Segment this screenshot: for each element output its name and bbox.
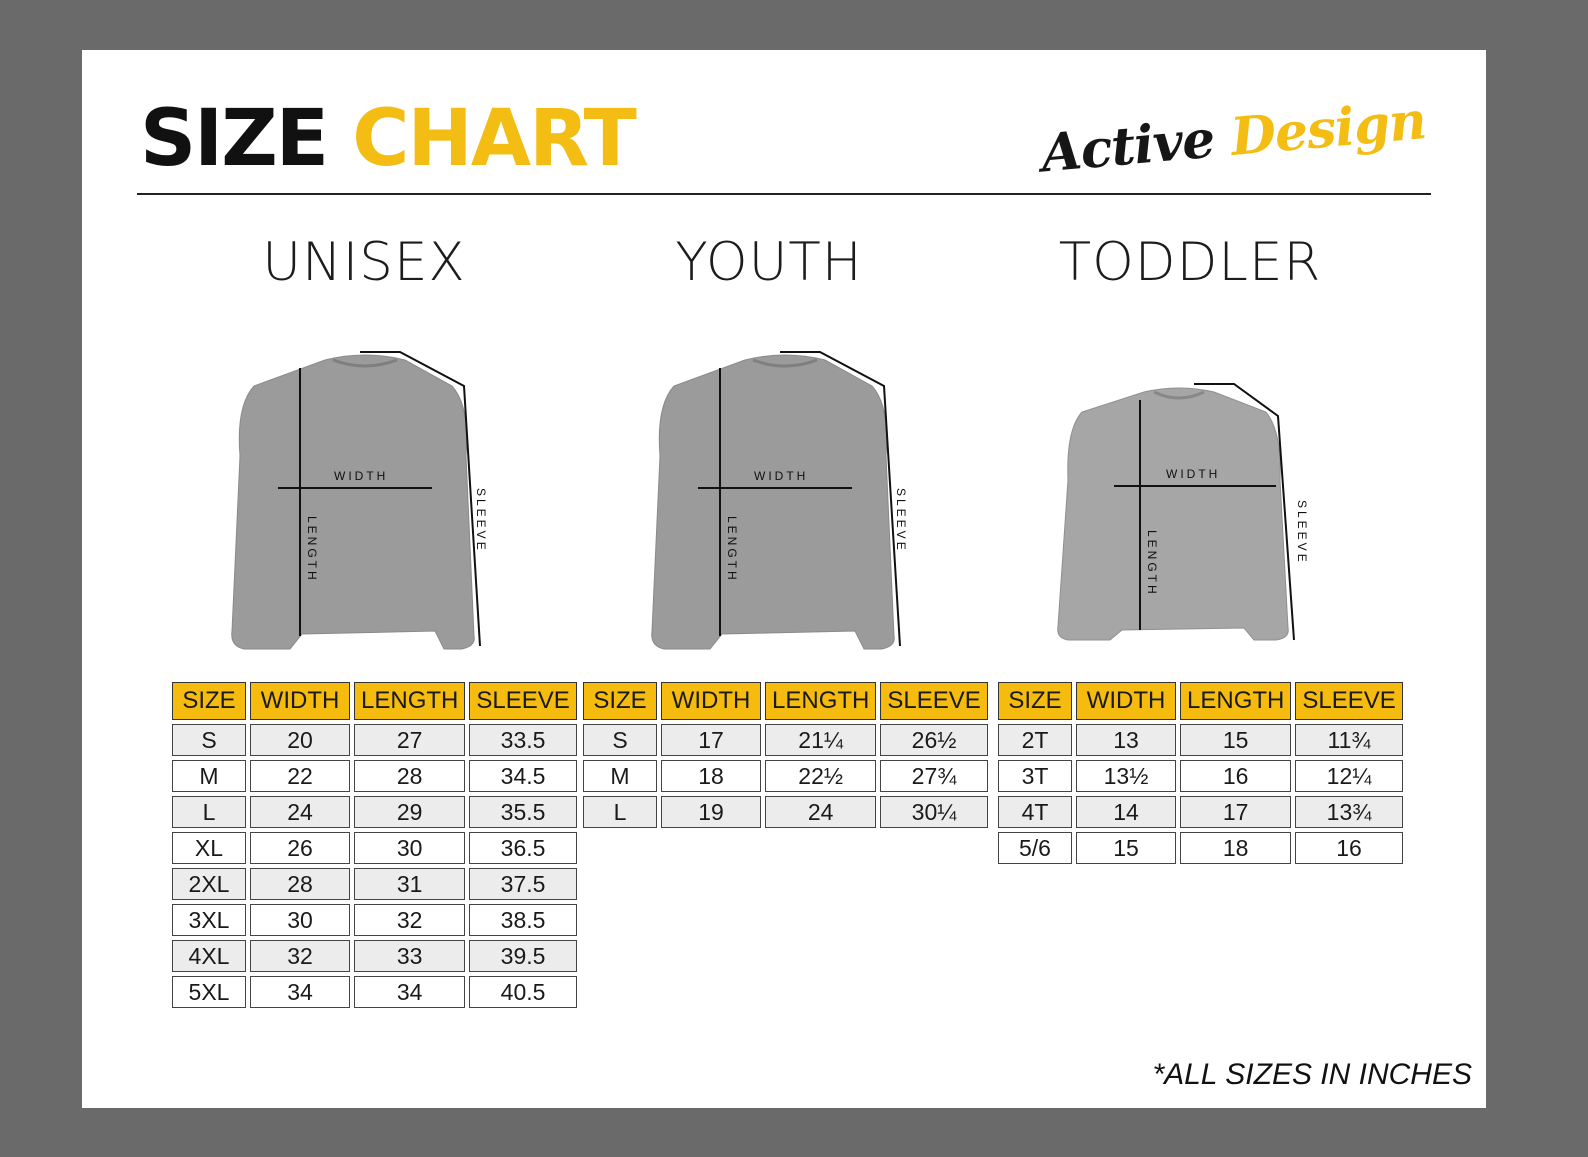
header-width: WIDTH: [250, 682, 350, 720]
width-label: WIDTH: [754, 469, 809, 483]
header-width: WIDTH: [661, 682, 761, 720]
size-cell: 5XL: [172, 976, 246, 1008]
table-row: [583, 796, 988, 828]
width-cell: 32: [250, 940, 350, 972]
size-cell: S: [583, 724, 657, 756]
length-cell: 33: [354, 940, 465, 972]
length-cell: 28: [354, 760, 465, 792]
length-label: LENGTH: [305, 516, 319, 583]
length-cell: 22½: [765, 760, 876, 792]
width-cell: 15: [1076, 832, 1176, 864]
unisex-heading: UNISEX: [262, 232, 466, 293]
table-row: [172, 796, 577, 828]
length-label: LENGTH: [725, 516, 739, 583]
width-label: WIDTH: [1166, 467, 1221, 481]
width-cell: 34: [250, 976, 350, 1008]
length-label: LENGTH: [1145, 530, 1159, 597]
sleeve-cell: 35.5: [469, 796, 576, 828]
sleeve-label: SLEEVE: [1295, 500, 1309, 565]
table-header-row: [172, 682, 577, 720]
length-cell: 29: [354, 796, 465, 828]
width-cell: 30: [250, 904, 350, 936]
sleeve-cell: 27¾: [880, 760, 987, 792]
size-cell: XL: [172, 832, 246, 864]
youth-size-table: [579, 678, 992, 832]
width-cell: 13½: [1076, 760, 1176, 792]
table-row: [998, 832, 1403, 864]
sleeve-cell: 13¾: [1295, 796, 1402, 828]
length-cell: 17: [1180, 796, 1291, 828]
sleeve-cell: 30¼: [880, 796, 987, 828]
youth-sweatshirt-diagram: [650, 346, 920, 658]
title-word-size: SIZE: [140, 94, 328, 184]
size-cell: 3T: [998, 760, 1072, 792]
youth-heading: YOUTH: [675, 232, 863, 293]
width-label: WIDTH: [334, 469, 389, 483]
width-cell: 24: [250, 796, 350, 828]
sleeve-cell: 34.5: [469, 760, 576, 792]
width-cell: 28: [250, 868, 350, 900]
header-sleeve: SLEEVE: [1295, 682, 1402, 720]
header-length: LENGTH: [1180, 682, 1291, 720]
toddler-size-table: [994, 678, 1407, 868]
sleeve-cell: 37.5: [469, 868, 576, 900]
length-cell: 32: [354, 904, 465, 936]
toddler-sweatshirt-diagram: [1054, 380, 1324, 650]
width-cell: 19: [661, 796, 761, 828]
size-cell: M: [172, 760, 246, 792]
sleeve-cell: 12¼: [1295, 760, 1402, 792]
length-cell: 24: [765, 796, 876, 828]
header-length: LENGTH: [765, 682, 876, 720]
table-row: [172, 832, 577, 864]
table-row: [172, 904, 577, 936]
sweatshirt-icon: [652, 355, 895, 649]
header-width: WIDTH: [1076, 682, 1176, 720]
brand-logo: [1039, 90, 1428, 184]
length-cell: 27: [354, 724, 465, 756]
length-cell: 21¼: [765, 724, 876, 756]
sleeve-label: SLEEVE: [474, 488, 488, 553]
page-title: [140, 94, 635, 184]
table-row: [172, 976, 577, 1008]
header-sleeve: SLEEVE: [880, 682, 987, 720]
size-cell: 3XL: [172, 904, 246, 936]
table-row: [172, 868, 577, 900]
table-row: [172, 724, 577, 756]
table-header-row: [583, 682, 988, 720]
width-cell: 17: [661, 724, 761, 756]
table-row: [583, 760, 988, 792]
unisex-size-table: [168, 678, 581, 1012]
size-cell: 2T: [998, 724, 1072, 756]
width-cell: 18: [661, 760, 761, 792]
units-note: *ALL SIZES IN INCHES: [1152, 1058, 1472, 1091]
width-cell: 20: [250, 724, 350, 756]
sweatshirt-icon: [1058, 388, 1289, 640]
header-size: SIZE: [583, 682, 657, 720]
length-cell: 15: [1180, 724, 1291, 756]
title-word-chart: CHART: [352, 94, 635, 184]
sleeve-cell: 36.5: [469, 832, 576, 864]
size-cell: S: [172, 724, 246, 756]
header-divider: [137, 193, 1431, 195]
sleeve-cell: 40.5: [469, 976, 576, 1008]
table-row: [998, 760, 1403, 792]
size-chart-card: [82, 50, 1486, 1108]
width-cell: 22: [250, 760, 350, 792]
brand-word-design: Design: [1228, 90, 1429, 168]
length-cell: 16: [1180, 760, 1291, 792]
table-row: [998, 796, 1403, 828]
table-row: [172, 940, 577, 972]
size-cell: 4XL: [172, 940, 246, 972]
sleeve-cell: 16: [1295, 832, 1402, 864]
length-cell: 34: [354, 976, 465, 1008]
sleeve-cell: 33.5: [469, 724, 576, 756]
size-cell: 2XL: [172, 868, 246, 900]
sleeve-cell: 39.5: [469, 940, 576, 972]
size-cell: 5/6: [998, 832, 1072, 864]
toddler-heading: TODDLER: [1058, 232, 1322, 293]
table-row: [583, 724, 988, 756]
table-row: [998, 724, 1403, 756]
sweatshirt-icon: [232, 355, 475, 649]
header-size: SIZE: [172, 682, 246, 720]
width-cell: 26: [250, 832, 350, 864]
length-cell: 18: [1180, 832, 1291, 864]
sleeve-cell: 26½: [880, 724, 987, 756]
size-cell: M: [583, 760, 657, 792]
header-size: SIZE: [998, 682, 1072, 720]
length-cell: 31: [354, 868, 465, 900]
size-cell: L: [583, 796, 657, 828]
header-sleeve: SLEEVE: [469, 682, 576, 720]
length-cell: 30: [354, 832, 465, 864]
table-row: [172, 760, 577, 792]
size-cell: 4T: [998, 796, 1072, 828]
width-cell: 13: [1076, 724, 1176, 756]
unisex-sweatshirt-diagram: [230, 346, 500, 658]
sleeve-cell: 11¾: [1295, 724, 1402, 756]
header-length: LENGTH: [354, 682, 465, 720]
sleeve-label: SLEEVE: [894, 488, 908, 553]
brand-word-active: Active: [1039, 108, 1217, 185]
table-header-row: [998, 682, 1403, 720]
width-cell: 14: [1076, 796, 1176, 828]
size-cell: L: [172, 796, 246, 828]
sleeve-cell: 38.5: [469, 904, 576, 936]
